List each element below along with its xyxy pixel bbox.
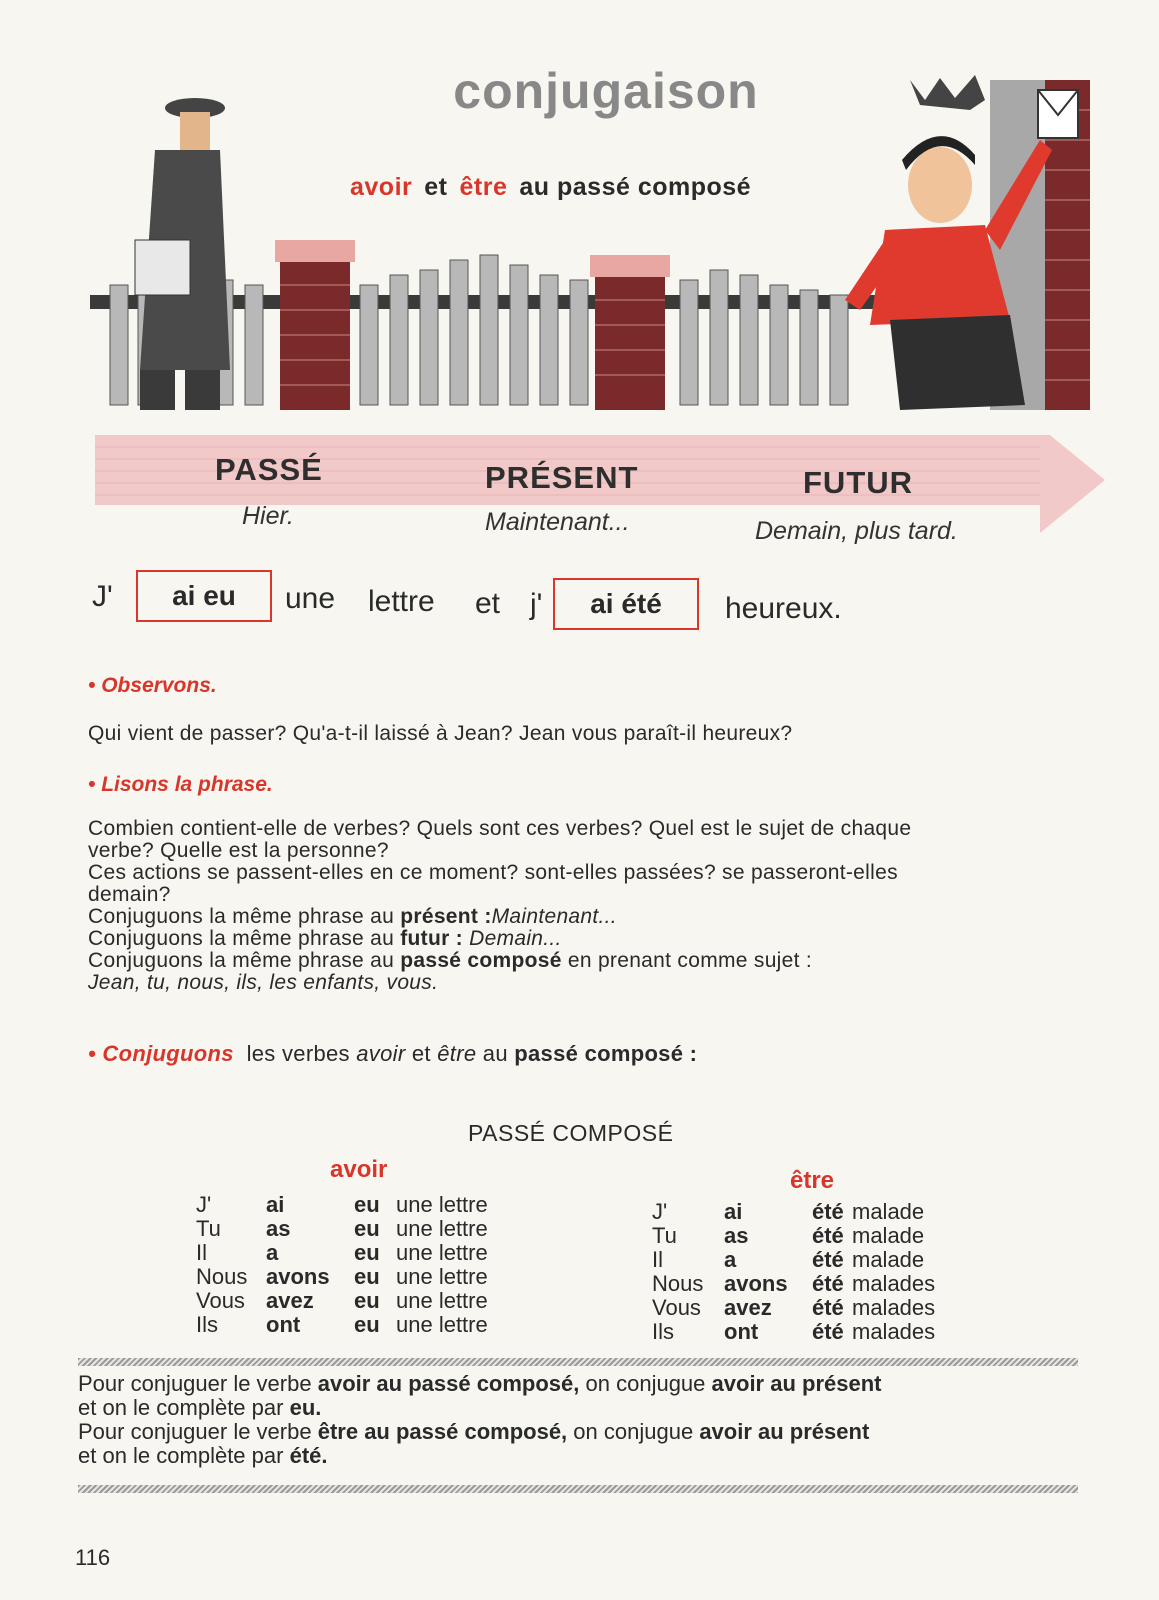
conjugation-aux: as — [266, 1216, 291, 1241]
example-word: et — [475, 587, 501, 620]
conjugation-part: eu — [354, 1192, 380, 1217]
rule-bold: être au passé composé, — [317, 1419, 568, 1444]
conjugation-rest: malade — [852, 1199, 925, 1224]
lisons-heading-text: Lisons la phrase. — [101, 773, 273, 796]
lisons-bold: passé composé — [400, 949, 562, 972]
timeline-past-sub: Hier. — [242, 502, 294, 530]
subtitle-word-et: et — [424, 173, 448, 201]
conjugation-aux: avons — [266, 1264, 330, 1289]
lisons-text: en prenant comme sujet : — [567, 949, 813, 972]
observons-text: Qui vient de passer? Qu'a-t-il laissé à Jean? Jean vous paraît-il heureux? — [88, 722, 793, 745]
timeline-future-sub: Demain, plus tard. — [755, 517, 958, 545]
conjugation-pron: Tu — [652, 1223, 677, 1248]
avoir-conjugation-table — [196, 1193, 536, 1343]
lisons-line: Combien contient-elle de verbes? Quels sont ces verbes? Quel est le sujet de chaque — [88, 817, 912, 840]
conjugation-part: été — [812, 1319, 844, 1344]
rule-bold: eu. — [289, 1395, 322, 1420]
lisons-line: Ces actions se passent-elles en ce moment? sont-elles passées? se passeront-elles — [88, 861, 898, 884]
lisons-line: Jean, tu, nous, ils, les enfants, vous. — [88, 971, 439, 994]
timeline-past-label: PASSÉ — [215, 452, 323, 487]
conjugation-part: été — [812, 1271, 844, 1296]
conjuguons-line: • Conjuguons les verbes avoir et être au passé composé : — [88, 1041, 698, 1066]
rule-line — [78, 1444, 1088, 1468]
rule-bold: avoir au présent — [711, 1371, 882, 1396]
conjuguons-italic: être — [437, 1041, 477, 1066]
conjugation-part: été — [812, 1295, 844, 1320]
lisons-text: Conjuguons la même phrase au — [88, 905, 395, 928]
page-title: conjugaison — [453, 63, 759, 119]
conjuguons-text: les verbes — [246, 1041, 350, 1066]
conjugation-pron: Il — [652, 1247, 663, 1272]
conjugation-aux: avez — [724, 1295, 772, 1320]
lisons-heading: • Lisons la phrase. — [88, 773, 273, 796]
conjugation-pron: Ils — [196, 1312, 218, 1337]
rule-box — [78, 1372, 1088, 1468]
rule-text: on conjugue — [585, 1371, 706, 1396]
lisons-italic: Demain... — [469, 927, 562, 950]
lisons-italic: Maintenant... — [491, 905, 617, 928]
rule-bold: avoir au passé composé, — [317, 1371, 580, 1396]
conjugation-rest: une lettre — [396, 1264, 488, 1289]
rule-text: Pour conjuguer le verbe — [78, 1371, 312, 1396]
conjugation-pron: J' — [652, 1199, 668, 1224]
observons-heading-text: Observons. — [101, 674, 217, 697]
conjuguons-bold: passé composé : — [514, 1041, 698, 1066]
example-word: lettre — [368, 585, 435, 618]
lisons-paragraph — [88, 818, 1098, 994]
conjugation-aux: avez — [266, 1288, 314, 1313]
example-box-ai-eu: ai eu — [136, 570, 272, 622]
subtitle-word-etre: être — [459, 173, 508, 201]
conjugation-part: été — [812, 1199, 844, 1224]
conjugation-part: eu — [354, 1216, 380, 1241]
rule-bold: été. — [289, 1443, 328, 1468]
lisons-bold: présent : — [400, 905, 492, 928]
subtitle-word-avoir: avoir — [350, 173, 413, 201]
conjugation-part: été — [812, 1223, 844, 1248]
conjuguons-heading: Conjuguons — [102, 1041, 234, 1066]
lisons-text: Conjuguons la même phrase au — [88, 949, 395, 972]
conjuguons-text: et — [411, 1041, 431, 1066]
observons-heading: • Observons. — [88, 674, 217, 697]
conjugation-rest: malade — [852, 1223, 925, 1248]
rule-text: on conjugue — [573, 1419, 694, 1444]
conjugation-rest: malades — [852, 1319, 936, 1344]
conjugation-part: eu — [354, 1264, 380, 1289]
conjugation-pron: J' — [196, 1192, 212, 1217]
example-word: heureux. — [725, 592, 842, 625]
rule-line — [78, 1396, 1088, 1420]
rule-text: Pour conjuguer le verbe — [78, 1419, 312, 1444]
conjugation-aux: ont — [724, 1319, 759, 1344]
conjugation-pron: Tu — [196, 1216, 221, 1241]
conjugation-aux: avons — [724, 1271, 788, 1296]
rule-text: et on le complète par — [78, 1443, 284, 1468]
conjugation-part: eu — [354, 1312, 380, 1337]
conjugation-aux: ai — [724, 1199, 743, 1224]
conjugation-aux: ont — [266, 1312, 301, 1337]
conjugation-pron: Ils — [652, 1319, 674, 1344]
subtitle-rest: au passé composé — [519, 173, 752, 201]
illustration-postman-and-boy — [80, 70, 1110, 420]
lisons-line: demain? — [88, 883, 171, 906]
lisons-line — [88, 928, 1098, 950]
lisons-text: Conjuguons la même phrase au — [88, 927, 395, 950]
lisons-line: verbe? Quelle est la personne? — [88, 839, 389, 862]
timeline-present-sub: Maintenant... — [485, 508, 630, 536]
page-subtitle — [350, 173, 763, 202]
conjugation-part: eu — [354, 1240, 380, 1265]
table-avoir-heading: avoir — [330, 1156, 388, 1183]
rule-line — [78, 1372, 1088, 1396]
conjugation-rest: une lettre — [396, 1312, 488, 1337]
conjugation-rest: une lettre — [396, 1288, 488, 1313]
rule-bottom-divider — [78, 1485, 1078, 1493]
example-word: J' — [92, 580, 113, 613]
conjugation-part: été — [812, 1247, 844, 1272]
timeline-future-label: FUTUR — [803, 465, 914, 500]
conjugation-rest: une lettre — [396, 1192, 488, 1217]
conjugation-pron: Vous — [652, 1295, 701, 1320]
rule-top-divider — [78, 1358, 1078, 1366]
conjugation-pron: Vous — [196, 1288, 245, 1313]
conjuguons-text: au — [482, 1041, 508, 1066]
lisons-line — [88, 950, 1098, 972]
conjugation-rest: malade — [852, 1247, 925, 1272]
conjugation-rest: malades — [852, 1295, 936, 1320]
conjugation-rest: une lettre — [396, 1216, 488, 1241]
rule-line — [78, 1420, 1088, 1444]
table-title: PASSÉ COMPOSÉ — [468, 1120, 674, 1146]
conjugation-rest: une lettre — [396, 1240, 488, 1265]
lisons-bold: futur : — [400, 927, 463, 950]
conjugation-pron: Nous — [196, 1264, 248, 1289]
conjugation-rest: malades — [852, 1271, 936, 1296]
etre-conjugation-table — [652, 1200, 992, 1350]
conjugation-pron: Il — [196, 1240, 207, 1265]
rule-bold: avoir au présent — [699, 1419, 870, 1444]
conjugation-pron: Nous — [652, 1271, 704, 1296]
conjugation-aux: a — [266, 1240, 279, 1265]
page-number: 116 — [75, 1545, 111, 1570]
conjugation-aux: a — [724, 1247, 737, 1272]
postman-figure — [135, 98, 230, 410]
rule-text: et on le complète par — [78, 1395, 284, 1420]
timeline-present-label: PRÉSENT — [485, 460, 639, 495]
example-box-ai-ete: ai été — [553, 578, 699, 630]
conjugation-aux: ai — [266, 1192, 285, 1217]
conjugation-aux: as — [724, 1223, 749, 1248]
conjuguons-italic: avoir — [356, 1041, 406, 1066]
example-word: une — [285, 582, 336, 615]
example-word: j' — [530, 588, 543, 621]
conjugation-part: eu — [354, 1288, 380, 1313]
table-etre-heading: être — [790, 1167, 835, 1194]
lisons-line — [88, 906, 1098, 928]
